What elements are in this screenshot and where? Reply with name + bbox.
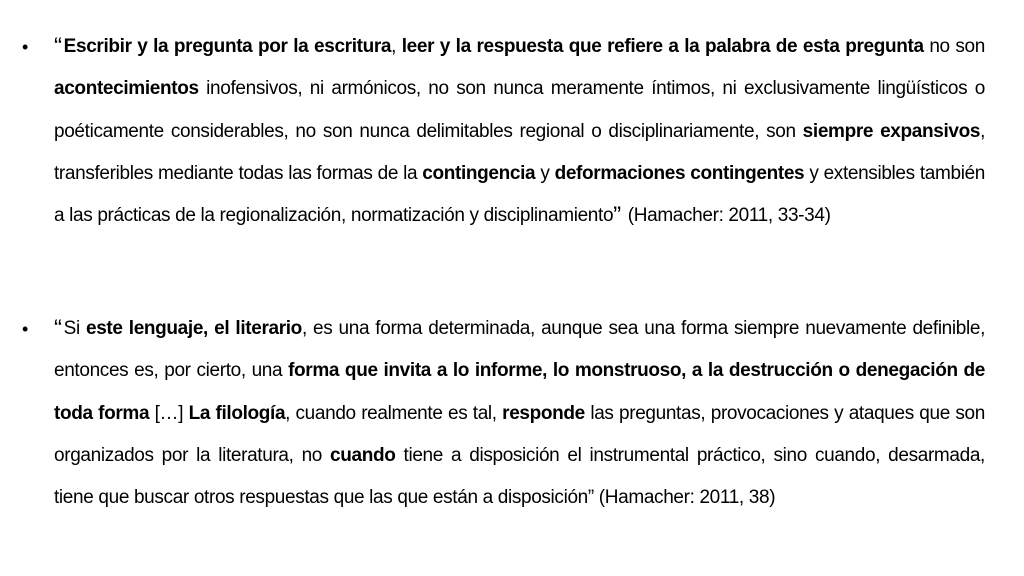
- body-text: no son: [923, 36, 985, 57]
- quote-paragraph-1: [54, 26, 985, 237]
- quote-paragraph-2: [54, 308, 985, 519]
- body-text: ,: [391, 36, 402, 57]
- body-text: tiene a disposición el instrumental práctico, sino cuando, desarmada, tiene que buscar otros respuestas que las que están a disposición” (Hamacher: 2011, 38): [54, 444, 985, 509]
- emphasis-text: este lenguaje, el literario: [86, 318, 302, 339]
- body-text: […]: [149, 402, 189, 424]
- body-text: , cuando realmente es tal,: [285, 402, 503, 424]
- body-text: y extensibles también a las prácticas de la regionalización, normatización y disciplinamiento: [54, 162, 986, 227]
- body-text: Si: [63, 318, 86, 339]
- body-text: , transferibles mediante todas las formas de la: [54, 120, 986, 184]
- emphasis-text: siempre expansivos: [802, 120, 981, 142]
- quote-mark: ”: [613, 202, 621, 230]
- body-text: y: [535, 162, 555, 184]
- emphasis-text: deformaciones contingentes: [554, 162, 805, 184]
- emphasis-text: Escribir y la pregunta por la escritura: [63, 36, 392, 57]
- emphasis-text: cuando: [330, 444, 396, 466]
- quote-mark: “: [54, 33, 62, 60]
- quote-mark: “: [54, 315, 62, 342]
- emphasis-text: leer y la respuesta que refiere a la palabra de esta pregunta: [401, 36, 924, 57]
- emphasis-text: La filología: [188, 402, 286, 424]
- emphasis-text: responde: [502, 402, 585, 424]
- body-text: inofensivos, ni armónicos, no son nunca meramente íntimos, ni exclusivamente lingüísticos o poéticamente considerables, no son nunca delimitables regional o disciplinariamente, son: [54, 78, 985, 142]
- bullet-dot-icon: •: [22, 319, 29, 339]
- body-text: , es una forma determinada, aunque sea una forma siempre nuevamente definible, entonces es, por cierto, una: [54, 318, 986, 382]
- bullet-dot-icon: •: [22, 37, 29, 57]
- quote-bullet-2: [22, 308, 985, 519]
- emphasis-text: forma que invita a lo informe, lo monstruoso, a la destrucción o denegación de toda forma: [54, 360, 986, 424]
- quote-bullet-1: [22, 26, 985, 237]
- body-text: (Hamacher: 2011, 33-34): [622, 205, 831, 227]
- body-text: las preguntas, provocaciones y ataques que son organizados por la literatura, no: [54, 402, 985, 466]
- emphasis-text: acontecimientos: [54, 78, 199, 100]
- emphasis-text: contingencia: [422, 162, 536, 184]
